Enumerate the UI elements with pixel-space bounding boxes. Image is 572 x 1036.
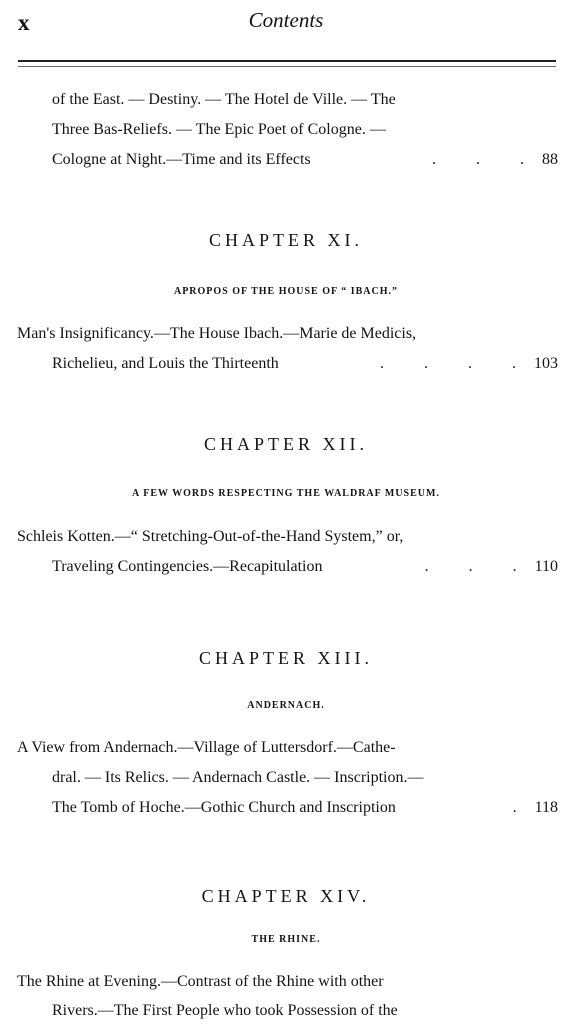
dot-leader: . . . (432, 151, 542, 168)
chapter-heading: CHAPTER XIII. (199, 648, 373, 668)
running-title: Contents (248, 8, 324, 32)
toc-line: Man's Insignificancy.—The House Ibach.—Marie de Medicis, (17, 325, 417, 342)
toc-page-number (380, 354, 558, 374)
toc-line: dral. — Its Relics. — Andernach Castle. — Inscription.— (52, 769, 424, 786)
chapter-heading: CHAPTER XI. (208, 230, 363, 250)
chapter-subtitle: ANDERNACH. (247, 700, 325, 711)
toc-line: Richelieu, and Louis the Thirteenth (52, 355, 279, 372)
page-number: 103 (534, 355, 558, 372)
page-number: 110 (534, 558, 558, 575)
toc-line: A View from Andernach.—Village of Luttersdorf.—Cathe- (17, 739, 396, 756)
chapter-subtitle: APROPOS OF THE HOUSE OF “ IBACH.” (173, 286, 399, 297)
toc-line: of the East. — Destiny. — The Hotel de Ville. — The (52, 91, 396, 108)
page-number: 88 (542, 151, 558, 168)
dot-leader: . . . (424, 558, 535, 575)
chapter-heading: CHAPTER XII. (204, 434, 368, 454)
header-rule (18, 60, 556, 62)
dot-leader: . (512, 799, 535, 816)
toc-line: Three Bas-Reliefs. — The Epic Poet of Cologne. — (52, 121, 386, 138)
toc-line: The Tomb of Hoche.—Gothic Church and Inscription (52, 799, 396, 816)
toc-line: Schleis Kotten.—“ Stretching-Out-of-the-Hand System,” or, (17, 528, 404, 545)
toc-page-number (432, 150, 558, 170)
toc-line: Traveling Contingencies.—Recapitulation (52, 558, 323, 575)
chapter-subtitle: A FEW WORDS RESPECTING THE WALDRAF MUSEUM. (132, 488, 440, 499)
header-rule-thin (18, 66, 556, 67)
toc-line: Rivers.—The First People who took Possession of the (52, 1002, 398, 1019)
dot-leader: . . . . (380, 355, 534, 372)
chapter-subtitle: THE RHINE. (251, 934, 321, 945)
chapter-heading: CHAPTER XIV. (201, 886, 371, 906)
toc-page-number (513, 798, 558, 818)
toc-line: Cologne at Night.—Time and its Effects (52, 151, 311, 168)
toc-line: The Rhine at Evening.—Contrast of the Rhine with other (17, 973, 384, 990)
toc-page-number (425, 557, 558, 577)
page-folio: x (18, 10, 30, 35)
page-number: 118 (534, 799, 558, 816)
